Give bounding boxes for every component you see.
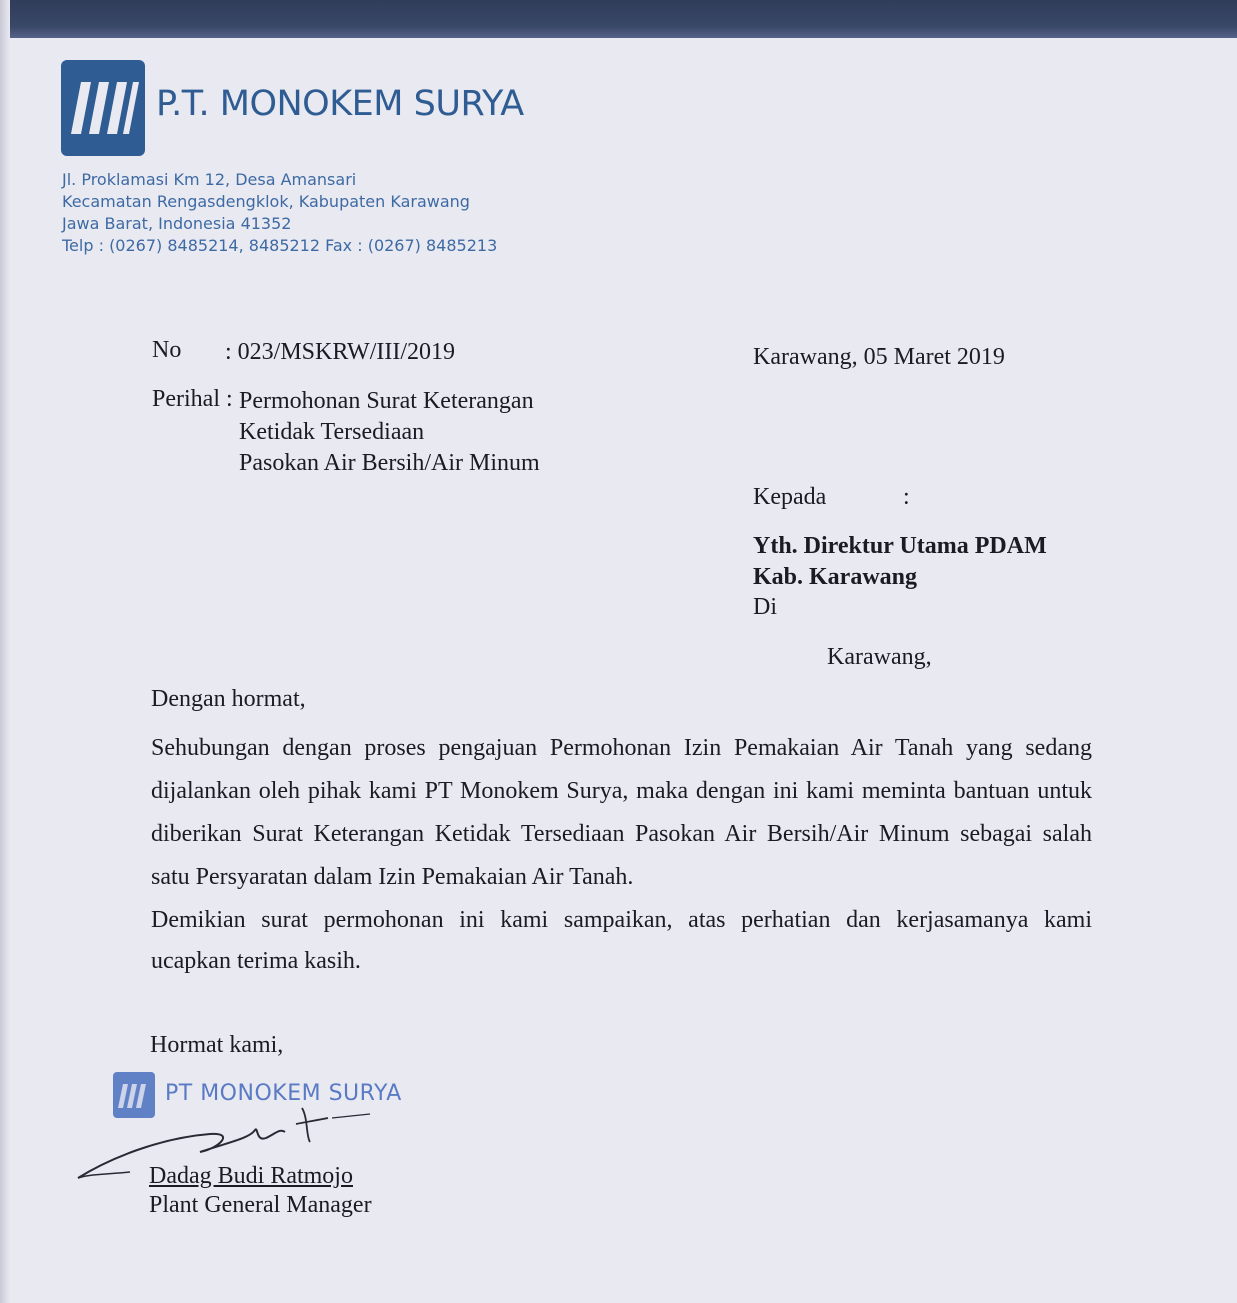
company-logo-icon xyxy=(61,60,145,156)
company-stamp: PT MONOKEM SURYA xyxy=(165,1081,402,1106)
phone-fax-line: Telp : (0267) 8485214, 8485212 Fax : (0267) 8485213 xyxy=(62,236,498,255)
address-line-2: Kecamatan Rengasdengklok, Kabupaten Karawang xyxy=(62,192,470,211)
paragraph-1-line-2: dijalankan oleh pihak kami PT Monokem Surya, maka dengan ini kami meminta bantuan untuk xyxy=(151,778,1092,804)
paragraph-1-line-3: diberikan Surat Keterangan Ketidak Tersediaan Pasokan Air Bersih/Air Minum sebagai salah xyxy=(151,821,1092,847)
recipient-line-1: Yth. Direktur Utama PDAM xyxy=(753,533,1047,559)
address-line-3: Jawa Barat, Indonesia 41352 xyxy=(62,214,292,233)
scan-top-band xyxy=(0,0,1237,38)
no-value: : 023/MSKRW/III/2019 xyxy=(225,339,456,365)
paragraph-1-line-1: Sehubungan dengan proses pengajuan Permohonan Izin Pemakaian Air Tanah yang sedang xyxy=(151,735,1092,761)
perihal-line-1: Permohonan Surat Keterangan xyxy=(239,388,534,414)
company-name: P.T. MONOKEM SURYA xyxy=(156,84,524,124)
no-label: No xyxy=(152,337,182,363)
letter-date: Karawang, 05 Maret 2019 xyxy=(753,344,1005,370)
salutation: Dengan hormat, xyxy=(151,686,306,712)
paragraph-2-line-1: Demikian surat permohonan ini kami sampaikan, atas perhatian dan kerjasamanya kami xyxy=(151,907,1092,933)
address-line-1: Jl. Proklamasi Km 12, Desa Amansari xyxy=(62,170,357,189)
kepada-colon: : xyxy=(903,484,910,510)
recipient-line-2: Kab. Karawang xyxy=(753,564,918,590)
signer-title: Plant General Manager xyxy=(149,1192,372,1218)
perihal-label: Perihal : xyxy=(152,386,233,412)
paragraph-2-line-2: ucapkan terima kasih. xyxy=(151,948,361,974)
kepada-label: Kepada xyxy=(753,484,827,510)
scan-left-edge xyxy=(0,0,10,1303)
perihal-line-3: Pasokan Air Bersih/Air Minum xyxy=(239,450,540,476)
recipient-line-3: Di xyxy=(753,594,777,620)
recipient-line-4: Karawang, xyxy=(827,644,932,670)
closing-greeting: Hormat kami, xyxy=(150,1032,284,1058)
perihal-line-2: Ketidak Tersediaan xyxy=(239,419,425,445)
signer-name: Dadag Budi Ratmojo xyxy=(149,1163,353,1189)
paragraph-1-line-4: satu Persyaratan dalam Izin Pemakaian Air Tanah. xyxy=(151,864,634,890)
